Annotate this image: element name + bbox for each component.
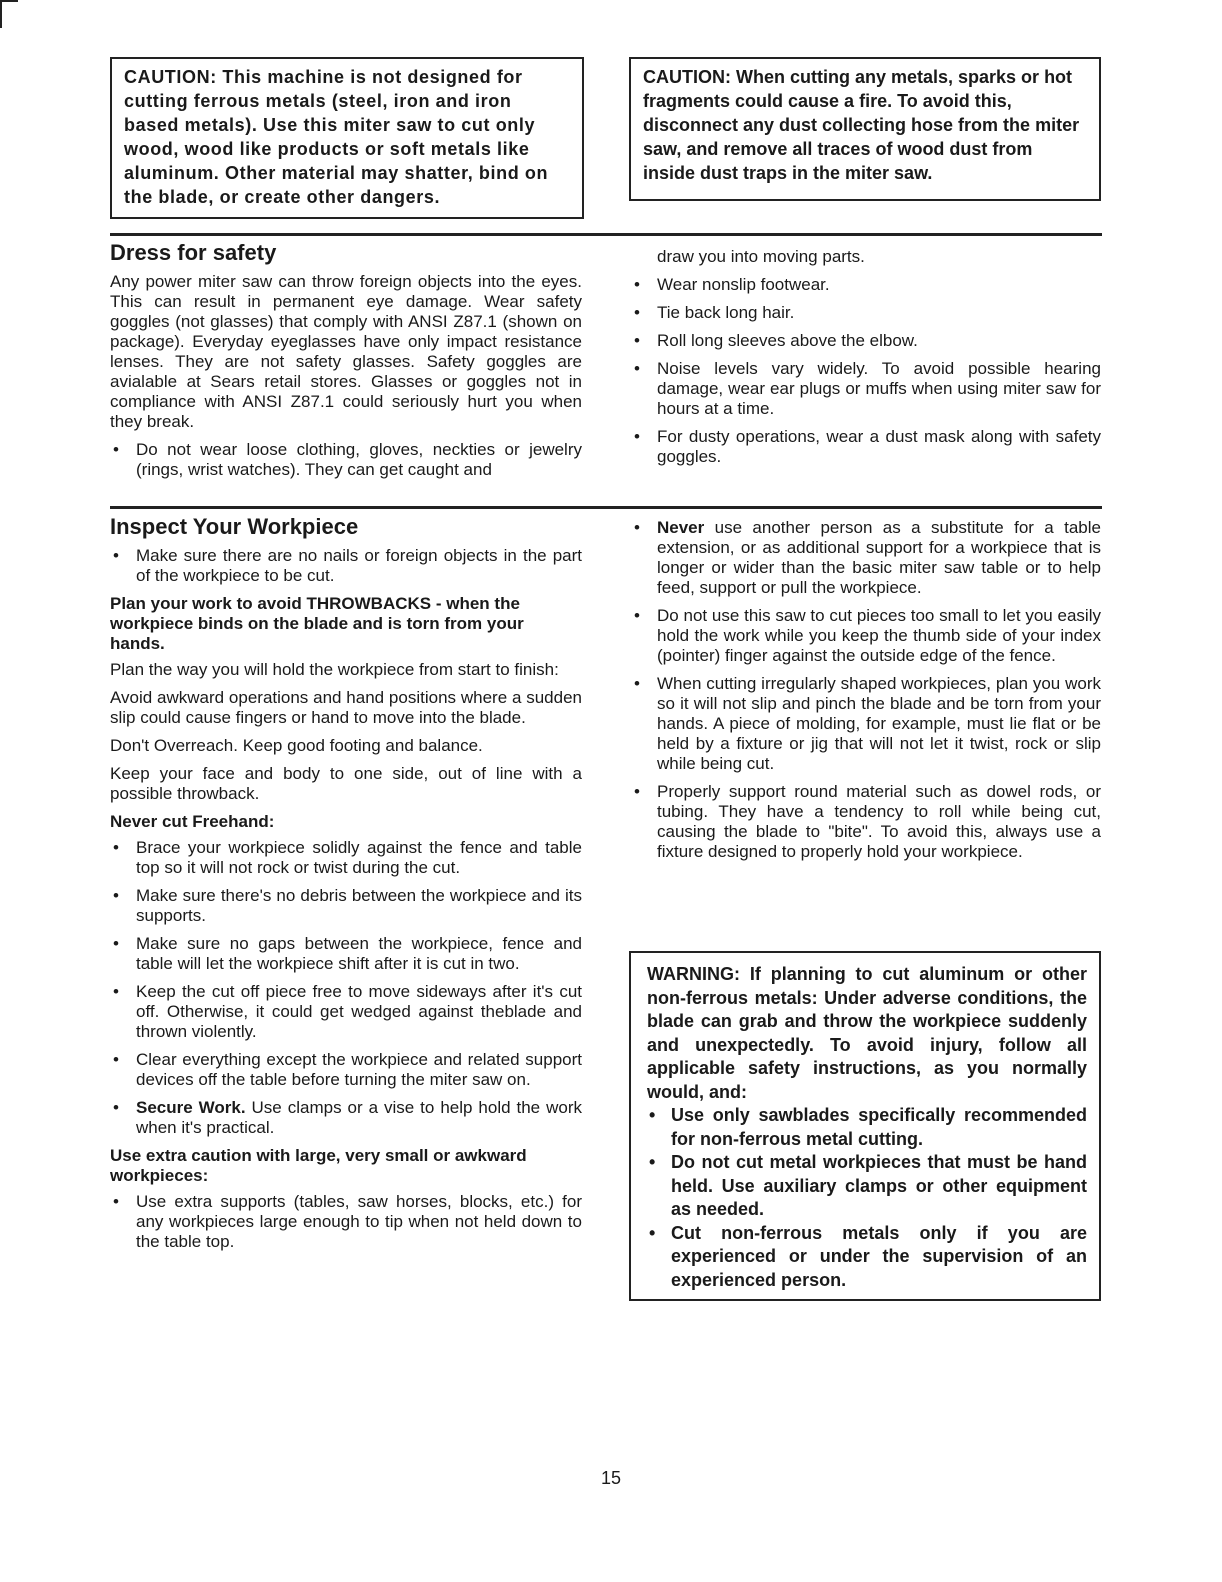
bullet-icon: • [113, 1192, 119, 1211]
bullet-icon: • [634, 359, 640, 378]
plan-paragraph: Don't Overreach. Keep good footing and balance. [110, 736, 483, 755]
list-item: • Properly support round material such as dowel rods, or tubing. They have a tendency to roll while being cut, causing the blade to "bite". To avoid this, always use a fixture designed to properly hold your workpiece. [634, 782, 1101, 861]
bullet-icon: • [634, 606, 640, 625]
bullet-icon: • [113, 440, 119, 459]
inspect-heading: Inspect Your Workpiece [110, 514, 359, 539]
list-item: • Use only sawblades specifically recommended for non-ferrous metal cutting. [649, 1105, 1087, 1149]
list-item: • Wear nonslip footwear. [634, 275, 830, 294]
bullet-icon: • [634, 303, 640, 322]
extra-caution-heading: Use extra caution with large, very small or awkward workpieces: [110, 1146, 527, 1185]
bullet-icon: • [649, 1152, 656, 1172]
list-item: • Do not wear loose clothing, gloves, neckties or jewelry (rings, wrist watches). They can get caught and [113, 440, 582, 479]
section-divider [110, 506, 1102, 509]
bullet-icon: • [113, 1050, 119, 1069]
list-item: • Brace your workpiece solidly against the fence and table top so it will not rock or twist during the cut. [113, 838, 582, 877]
bullet-icon: • [113, 934, 119, 953]
bullet-icon: • [113, 838, 119, 857]
list-item: • Do not use this saw to cut pieces too small to let you easily hold the work while you keep the thumb side of your index (pointer) finger against the outside edge of the fence. [634, 606, 1101, 665]
dress-heading: Dress for safety [110, 240, 277, 265]
list-item: • Cut non-ferrous metals only if you are experienced or under the supervision of an experienced person. [649, 1222, 1087, 1290]
list-item: • Keep the cut off piece free to move sideways after it's cut off. Otherwise, it could get wedged against theblade and thrown violently. [113, 982, 582, 1041]
list-item: • Roll long sleeves above the elbow. [634, 331, 918, 350]
list-item: • Tie back long hair. [634, 303, 795, 322]
caution-sparks-fire: CAUTION: When cutting any metals, sparks or hot fragments could cause a fire. To avoid this, disconnect any dust collecting hose from the miter saw, and remove all traces of wood dust from inside dust traps in the miter saw. [629, 57, 1101, 201]
bullet-icon: • [634, 782, 640, 801]
bullet-icon: • [113, 1098, 119, 1117]
dress-for-safety-right [631, 247, 1101, 475]
dress-continued: draw you into moving parts. [657, 247, 865, 266]
warning-non-ferrous-metals [629, 951, 1101, 1301]
inspect-workpiece-left [110, 514, 582, 1260]
list-item: • When cutting irregularly shaped workpieces, plan you work so it will not slip and pinch the blade and be torn from your hands. A piece of molding, for example, must lie flat or be held by a fixture or jig that will not let it twist, rock or slip while being cut. [634, 674, 1101, 773]
dress-for-safety-left [110, 240, 582, 488]
bullet-icon: • [634, 331, 640, 350]
bullet-icon: • [649, 1222, 656, 1243]
plan-paragraph: Plan the way you will hold the workpiece from start to finish: [110, 660, 559, 679]
page-number: 15 [600, 1468, 622, 1488]
list-item: • Never use another person as a substitute for a table extension, or as additional support for a workpiece that is longer or wider than the basic miter saw table or to help feed, support or pull the workpiece. [634, 518, 1101, 597]
bullet-icon: • [113, 546, 119, 565]
bullet-icon: • [113, 982, 119, 1001]
list-item: • Make sure there's no debris between the workpiece and its supports. [113, 886, 582, 925]
caution-ferrous-metals: CAUTION: This machine is not designed for cutting ferrous metals (steel, iron and iron based metals). Use this miter saw to cut only wood, wood like products or soft metals like aluminum. Other material may shatter, bind on the blade, or create other dangers. [110, 57, 584, 219]
warning-intro: WARNING: If planning to cut aluminum or other non-ferrous metals: Under adverse conditions, the blade can grab and throw the workpiece suddenly and unexpectedly. To avoid injury, follow all applicable safety instructions, as you normally would, and: [647, 964, 1087, 1102]
list-item: • Secure Work. Use clamps or a vise to help hold the work when it's practical. [113, 1098, 582, 1137]
bullet-icon: • [649, 1105, 656, 1125]
bullet-icon: • [634, 518, 640, 537]
throwbacks-heading: Plan your work to avoid THROWBACKS - when the workpiece binds on the blade and is torn from your hands. [110, 594, 524, 653]
section-divider [110, 233, 1102, 236]
list-item: • Make sure no gaps between the workpiece, fence and table will let the workpiece shift after it is cut in two. [113, 934, 582, 973]
list-item: • Use extra supports (tables, saw horses, blocks, etc.) for any workpieces large enough to tip when not held down to the table top. [113, 1192, 582, 1251]
freehand-heading: Never cut Freehand: [110, 812, 275, 831]
plan-paragraph: Avoid awkward operations and hand positions where a sudden slip could cause fingers or hand to move into the blade. [110, 688, 582, 727]
crop-mark [0, 0, 18, 28]
bullet-icon: • [113, 886, 119, 905]
list-item: • Noise levels vary widely. To avoid possible hearing damage, wear ear plugs or muffs when using miter saw for hours at a time. [634, 359, 1101, 418]
bullet-icon: • [634, 275, 640, 294]
bullet-icon: • [634, 427, 640, 446]
list-item: • Make sure there are no nails or foreign objects in the part of the workpiece to be cut. [113, 546, 582, 585]
list-item: • Clear everything except the workpiece and related support devices off the table before turning the miter saw on. [113, 1050, 582, 1089]
list-item: • Do not cut metal workpieces that must be hand held. Use auxiliary clamps or other equipment as needed. [649, 1152, 1087, 1219]
dress-intro: Any power miter saw can throw foreign objects into the eyes. This can result in permanent eye damage. Wear safety goggles (not glasses) that comply with ANSI Z87.1 (shown on package). Everyday eyeglasses have only impact resistance lenses. They are not safety glasses. Safety goggles are avialable at Sears retail stores. Glasses or goggles not in compliance with ANSI Z87.1 could seriously hurt you when they break. [110, 272, 582, 431]
plan-paragraph: Keep your face and body to one side, out of line with a possible throwback. [110, 764, 582, 803]
list-item: • For dusty operations, wear a dust mask along with safety goggles. [634, 427, 1101, 466]
inspect-workpiece-right [631, 518, 1101, 870]
bullet-icon: • [634, 674, 640, 693]
